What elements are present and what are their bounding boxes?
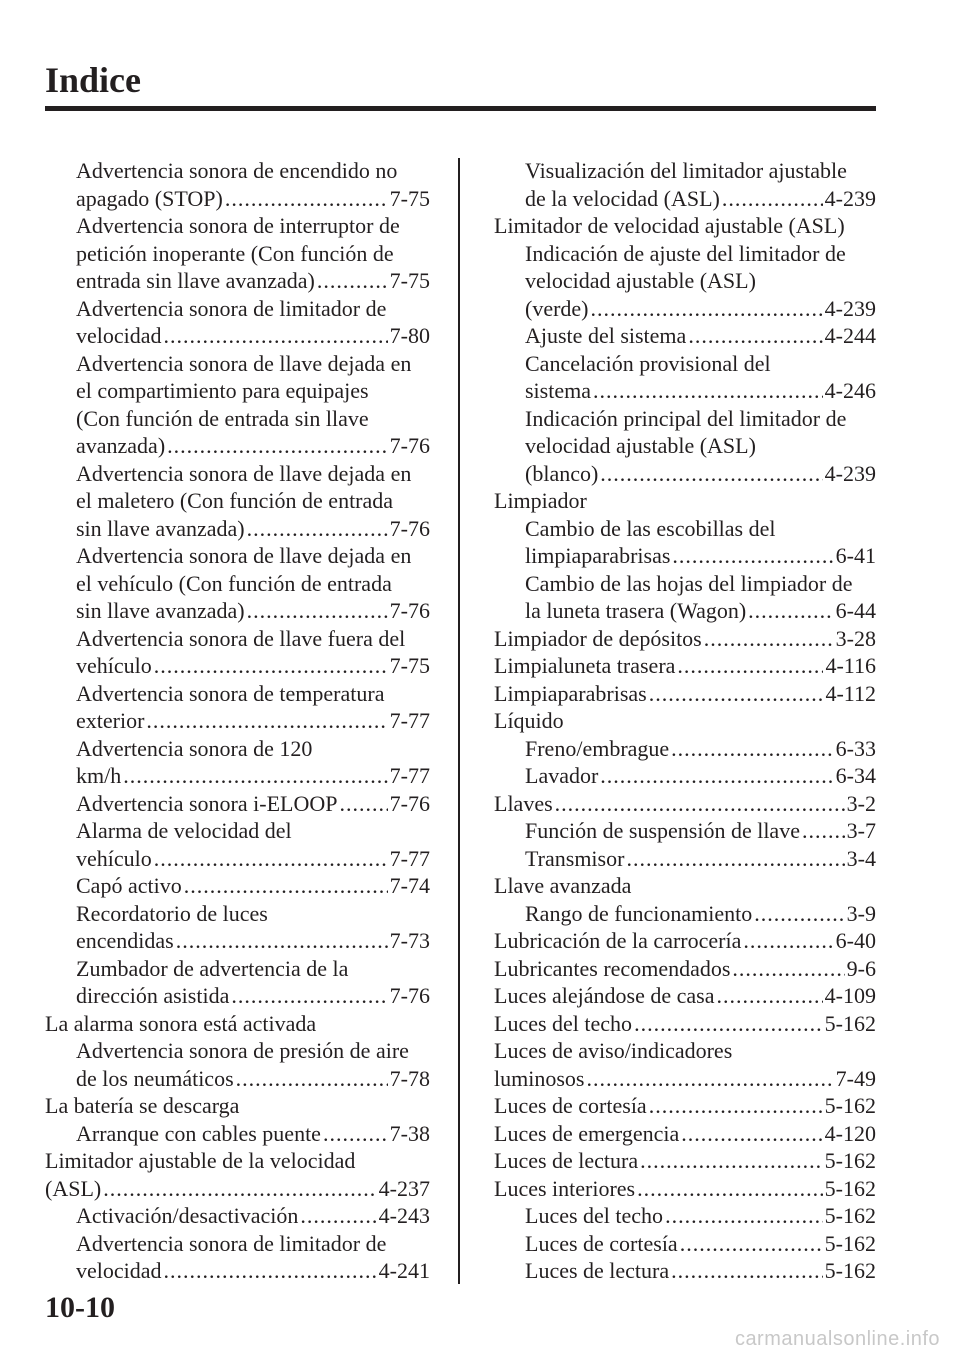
dot-leader — [665, 1202, 823, 1230]
index-entry-text: Luces de lectura — [494, 1148, 639, 1173]
index-entry-page: 7-76 — [389, 433, 430, 458]
index-entry-text: encendidas — [76, 928, 174, 953]
index-entry — [45, 735, 430, 763]
index-entry — [45, 982, 430, 1010]
index-entry — [494, 1230, 876, 1258]
index-entry — [494, 322, 876, 350]
index-entry — [45, 900, 430, 928]
index-entry — [494, 1202, 876, 1230]
index-entry-text: Llaves — [494, 790, 553, 816]
dot-leader — [640, 1147, 823, 1175]
index-entry — [494, 597, 876, 625]
dot-leader — [677, 652, 823, 680]
dot-leader — [680, 1230, 823, 1258]
index-entry-text: sin llave avanzada) — [76, 598, 245, 623]
index-entry — [45, 377, 430, 405]
index-entry-page: 7-80 — [389, 323, 430, 348]
index-entry-text: Luces del techo — [525, 1203, 664, 1228]
dot-leader — [176, 927, 388, 955]
index-entry-text: velocidad ajustable (ASL) — [525, 268, 756, 293]
index-entry-text: sistema — [525, 378, 591, 403]
index-entry — [45, 927, 430, 955]
index-entry — [494, 1120, 876, 1148]
index-entry-text: velocidad — [76, 323, 162, 348]
index-entry — [494, 405, 876, 433]
dot-leader — [600, 762, 833, 790]
index-entry — [45, 212, 430, 240]
index-entry-page: 5-162 — [824, 1175, 876, 1201]
index-entry-page: 3-7 — [846, 818, 876, 843]
dot-leader — [634, 1010, 823, 1038]
index-entry — [494, 240, 876, 268]
index-entry — [45, 1230, 430, 1258]
index-entry-page: 4-243 — [378, 1203, 430, 1228]
index-entry-text: Llave avanzada — [494, 873, 632, 898]
index-entry — [45, 707, 430, 735]
index-entry-text: Limitador ajustable de la velocidad — [45, 1148, 356, 1173]
index-entry-page: 9-6 — [846, 955, 876, 981]
index-entry-page: 5-162 — [824, 1258, 876, 1283]
index-entry — [494, 542, 876, 570]
index-entry-text: dirección asistida — [76, 983, 230, 1008]
index-entry-page: 4-116 — [825, 653, 876, 678]
index-entry — [494, 185, 876, 213]
dot-leader — [154, 845, 388, 873]
index-entry — [45, 460, 430, 488]
dot-leader — [649, 1092, 823, 1120]
dot-leader — [586, 1065, 833, 1093]
index-entry-text: Advertencia sonora de limitador de — [76, 295, 387, 321]
index-entry-text: Lubricantes recomendados — [494, 955, 731, 981]
index-entry-text: Arranque con cables puente — [76, 1120, 321, 1146]
index-entry — [494, 1147, 876, 1175]
index-entry — [494, 570, 876, 598]
index-entry-text: Limpiador de depósitos — [494, 625, 702, 651]
index-entry — [45, 652, 430, 680]
index-entry — [45, 1147, 430, 1175]
index-entry — [45, 1257, 430, 1285]
dot-leader — [637, 1175, 823, 1203]
dot-leader — [164, 322, 388, 350]
dot-leader — [754, 900, 844, 928]
index-entry — [45, 322, 430, 350]
index-entry-text: Limitador de velocidad ajustable (ASL) — [494, 213, 845, 238]
index-entry — [494, 680, 876, 708]
index-entry — [45, 350, 430, 378]
index-entry-text: (Con función de entrada sin llave — [76, 405, 369, 431]
index-entry-text: Luces de cortesía — [525, 1230, 678, 1256]
index-entry-text: Función de suspensión de llave — [525, 818, 800, 843]
index-entry-page: 6-33 — [835, 735, 876, 761]
index-entry — [45, 570, 430, 598]
index-entry-page: 7-38 — [389, 1120, 430, 1146]
index-entry-page: 7-76 — [389, 983, 430, 1008]
index-entry-text: Advertencia sonora de presión de aire — [76, 1038, 409, 1063]
dot-leader — [748, 597, 834, 625]
index-entry-page: 4-112 — [825, 680, 876, 706]
index-entry-text: Limpiaparabrisas — [494, 680, 647, 706]
index-entry — [494, 1010, 876, 1038]
index-entry-text: Advertencia sonora de llave dejada en — [76, 543, 412, 568]
index-entry — [494, 157, 876, 185]
index-entry-page: 5-162 — [824, 1148, 876, 1173]
index-entry-page: 6-40 — [835, 928, 876, 953]
dot-leader — [300, 1202, 376, 1230]
dot-leader — [704, 625, 834, 653]
dot-leader — [339, 790, 387, 818]
index-entry-text: el vehículo (Con función de entrada — [76, 570, 392, 596]
index-entry-page: 4-239 — [824, 295, 876, 321]
index-entry-text: Freno/embrague — [525, 735, 670, 761]
index-entry-text: petición inoperante (Con función de — [76, 240, 394, 266]
index-entry-page: 5-162 — [824, 1010, 876, 1036]
index-entry-text: Luces de aviso/indicadores — [494, 1038, 733, 1063]
index-column-left — [45, 157, 430, 1285]
index-entry-text: Advertencia sonora de limitador de — [76, 1230, 387, 1256]
dot-leader — [247, 597, 388, 625]
dot-leader — [247, 515, 388, 543]
index-entry — [494, 625, 876, 653]
index-entry-text: Alarma de velocidad del — [76, 818, 292, 843]
index-entry-page: 5-162 — [824, 1093, 876, 1118]
dot-leader — [681, 1120, 822, 1148]
index-entry-page: 3-2 — [846, 790, 876, 816]
dot-leader — [743, 927, 833, 955]
index-entry-text: avanzada) — [76, 433, 166, 458]
dot-leader — [688, 322, 822, 350]
index-entry — [45, 1120, 430, 1148]
index-entry — [494, 1175, 876, 1203]
dot-leader — [555, 790, 845, 818]
dot-leader — [593, 377, 823, 405]
index-entry-text: Cambio de las hojas del limpiador de — [525, 570, 853, 596]
index-entry — [494, 1257, 876, 1285]
dot-leader — [732, 955, 844, 983]
column-divider — [458, 158, 460, 1284]
index-entry-page: 4-109 — [824, 983, 876, 1008]
index-entry-page: 7-76 — [389, 515, 430, 541]
index-entry-text: entrada sin llave avanzada) — [76, 268, 315, 293]
index-entry-text: Cambio de las escobillas del — [525, 515, 776, 541]
index-entry-page: 3-4 — [846, 845, 876, 871]
index-entry-text: el compartimiento para equipajes — [76, 378, 369, 403]
index-entry — [494, 900, 876, 928]
index-entry — [45, 487, 430, 515]
index-entry-text: el maletero (Con función de entrada — [76, 488, 394, 513]
index-entry — [45, 1065, 430, 1093]
index-entry — [45, 955, 430, 983]
index-entry-text: Rango de funcionamiento — [525, 900, 753, 926]
index-entry-text: Advertencia sonora de llave dejada en — [76, 460, 412, 486]
index-entry-text: vehículo — [76, 653, 152, 678]
dot-leader — [167, 432, 388, 460]
index-entry-text: (verde) — [525, 295, 589, 321]
index-entry-text: velocidad — [76, 1258, 162, 1283]
index-entry — [494, 790, 876, 818]
index-entry — [45, 295, 430, 323]
header-rule — [45, 106, 876, 111]
index-entry-text: Advertencia sonora de encendido no — [76, 158, 398, 183]
index-entry-text: Zumbador de advertencia de la — [76, 955, 349, 981]
index-entry — [45, 515, 430, 543]
dot-leader — [184, 872, 388, 900]
index-entry-page: 7-75 — [389, 185, 430, 211]
index-entry — [494, 1092, 876, 1120]
index-entry-text: Capó activo — [76, 873, 182, 898]
index-entry-text: Luces del techo — [494, 1010, 633, 1036]
index-entry-page: 3-9 — [846, 900, 876, 926]
index-entry — [45, 1037, 430, 1065]
index-entry-page: 7-73 — [389, 928, 430, 953]
index-entry-page: 7-77 — [389, 708, 430, 733]
dot-leader — [103, 1175, 376, 1203]
index-entry — [45, 157, 430, 185]
index-entry — [494, 295, 876, 323]
index-entry-page: 7-75 — [389, 268, 430, 293]
dot-leader — [225, 185, 388, 213]
index-entry-page: 7-78 — [389, 1065, 430, 1091]
index-entry — [45, 597, 430, 625]
index-entry — [494, 212, 876, 240]
index-entry — [494, 982, 876, 1010]
index-entry-text: Advertencia sonora i-ELOOP — [76, 790, 338, 816]
dot-leader — [717, 982, 823, 1010]
dot-leader — [146, 707, 387, 735]
index-entry-text: Activación/desactivación — [76, 1203, 299, 1228]
index-entry-text: Lavador — [525, 763, 599, 788]
index-entry-text: Indicación de ajuste del limitador de — [525, 240, 846, 266]
index-entry — [494, 927, 876, 955]
index-entry — [45, 1092, 430, 1120]
index-entry — [494, 267, 876, 295]
index-entry-page: 6-41 — [835, 543, 876, 568]
index-entry-page: 7-75 — [389, 653, 430, 678]
index-entry — [45, 762, 430, 790]
index-entry — [494, 817, 876, 845]
index-entry — [494, 845, 876, 873]
index-entry — [45, 680, 430, 708]
index-entry — [494, 1065, 876, 1093]
index-entry-text: Cancelación provisional del — [525, 350, 771, 376]
page-number: 10-10 — [45, 1291, 115, 1324]
index-entry-text: apagado (STOP) — [76, 185, 223, 211]
index-entry-page: 4-237 — [378, 1175, 430, 1201]
index-entry-text: Limpiador — [494, 488, 587, 513]
watermark: carmanualsonline.info — [734, 1328, 940, 1350]
dot-leader — [649, 680, 824, 708]
index-entry — [45, 240, 430, 268]
dot-leader — [722, 185, 823, 213]
dot-leader — [600, 460, 822, 488]
index-entry-page: 4-244 — [824, 323, 876, 348]
index-entry-page: 4-239 — [824, 185, 876, 211]
index-entry-text: (blanco) — [525, 460, 599, 486]
index-entry-text: Luces de cortesía — [494, 1093, 647, 1118]
index-entry-page: 7-76 — [389, 790, 430, 816]
index-entry — [45, 817, 430, 845]
index-entry-text: Advertencia sonora de llave fuera del — [76, 625, 406, 651]
index-entry — [494, 460, 876, 488]
index-entry-page: 7-76 — [389, 598, 430, 623]
index-entry-page: 6-34 — [835, 763, 876, 788]
index-entry — [494, 350, 876, 378]
index-entry-text: sin llave avanzada) — [76, 515, 245, 541]
index-entry — [494, 955, 876, 983]
index-entry — [45, 1175, 430, 1203]
dot-leader — [164, 1257, 377, 1285]
index-entry-text: Recordatorio de luces — [76, 900, 268, 926]
index-entry-text: Luces alejándose de casa — [494, 983, 715, 1008]
index-entry-page: 5-162 — [824, 1203, 876, 1228]
index-entry-text: Ajuste del sistema — [525, 323, 687, 348]
dot-leader — [591, 295, 823, 323]
index-entry-page: 7-77 — [389, 845, 430, 871]
dot-leader — [123, 762, 387, 790]
index-entry-text: La alarma sonora está activada — [45, 1010, 317, 1036]
index-entry-text: Advertencia sonora de temperatura — [76, 680, 385, 706]
index-entry-page: 5-162 — [824, 1230, 876, 1256]
index-entry-text: Indicación principal del limitador de — [525, 405, 847, 431]
index-entry-text: Advertencia sonora de interruptor de — [76, 213, 400, 238]
index-entry-page: 4-246 — [824, 378, 876, 403]
index-entry — [494, 707, 876, 735]
index-entry-text: Visualización del limitador ajustable — [525, 158, 847, 183]
index-entry-text: Limpialuneta trasera — [494, 653, 676, 678]
index-entry-page: 7-77 — [389, 763, 430, 788]
index-entry-text: luminosos — [494, 1065, 585, 1091]
index-entry — [45, 872, 430, 900]
index-entry-text: Líquido — [494, 708, 564, 733]
index-entry — [45, 1202, 430, 1230]
index-entry-page: 4-239 — [824, 460, 876, 486]
index-entry-text: de la velocidad (ASL) — [525, 185, 720, 211]
index-entry-text: Advertencia sonora de 120 — [76, 735, 313, 761]
index-entry — [45, 1010, 430, 1038]
index-entry-page: 4-241 — [378, 1258, 430, 1283]
index-entry-text: de los neumáticos — [76, 1065, 234, 1091]
index-entry — [494, 515, 876, 543]
index-entry — [45, 845, 430, 873]
index-entry-text: La batería se descarga — [45, 1093, 240, 1118]
index-entry-text: velocidad ajustable (ASL) — [525, 433, 756, 458]
index-entry — [494, 652, 876, 680]
dot-leader — [231, 982, 387, 1010]
index-entry-text: Lubricación de la carrocería — [494, 928, 742, 953]
index-entry-page: 7-74 — [389, 873, 430, 898]
index-entry — [494, 872, 876, 900]
index-entry-page: 6-44 — [835, 598, 876, 623]
index-entry — [494, 432, 876, 460]
index-entry-text: exterior — [76, 708, 145, 733]
index-entry-text: km/h — [76, 763, 122, 788]
index-entry — [494, 762, 876, 790]
dot-leader — [236, 1065, 388, 1093]
dot-leader — [323, 1120, 388, 1148]
index-entry — [45, 542, 430, 570]
index-entry — [45, 432, 430, 460]
dot-leader — [317, 267, 388, 295]
index-column-right — [494, 157, 876, 1285]
index-entry — [494, 487, 876, 515]
dot-leader — [154, 652, 388, 680]
index-entry-text: Luces interiores — [494, 1175, 636, 1201]
index-entry-text: Luces de lectura — [525, 1258, 670, 1283]
index-entry-page: 3-28 — [835, 625, 876, 651]
index-entry-text: Transmisor — [525, 845, 625, 871]
index-entry-text: Luces de emergencia — [494, 1120, 680, 1146]
index-entry-text: limpiaparabrisas — [525, 543, 671, 568]
dot-leader — [671, 735, 834, 763]
index-entry — [45, 625, 430, 653]
index-entry-text: (ASL) — [45, 1175, 102, 1201]
index-entry-page: 4-120 — [824, 1120, 876, 1146]
index-entry — [494, 377, 876, 405]
index-entry-page: 7-49 — [835, 1065, 876, 1091]
index-entry-text: la luneta trasera (Wagon) — [525, 598, 747, 623]
dot-leader — [626, 845, 844, 873]
dot-leader — [672, 542, 833, 570]
page-title: Indice — [45, 60, 142, 100]
index-entry — [45, 267, 430, 295]
index-entry-text: Advertencia sonora de llave dejada en — [76, 350, 412, 376]
index-entry — [494, 735, 876, 763]
dot-leader — [671, 1257, 823, 1285]
index-entry-text: vehículo — [76, 845, 152, 871]
index-entry — [45, 405, 430, 433]
index-entry — [45, 790, 430, 818]
dot-leader — [802, 817, 845, 845]
index-entry — [494, 1037, 876, 1065]
index-entry — [45, 185, 430, 213]
